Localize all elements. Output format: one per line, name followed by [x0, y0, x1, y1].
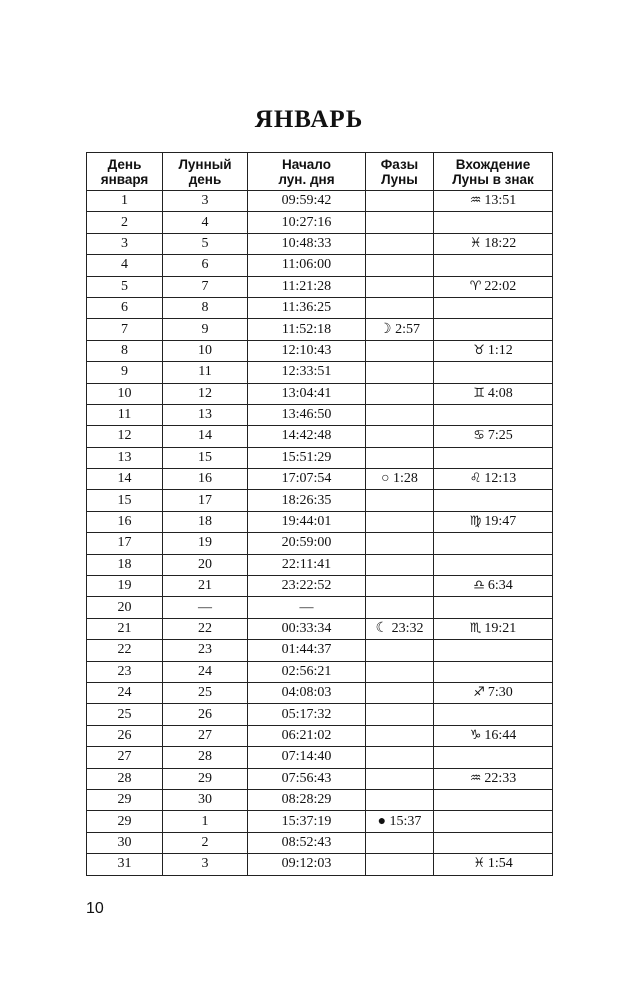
cell-zodiac-entry: [434, 297, 553, 318]
cell-moon-phase: [366, 640, 434, 661]
table-row: [87, 640, 553, 661]
zodiac-entry-time: 12:13: [484, 471, 517, 487]
cell-day: 27: [87, 747, 163, 768]
cell-lunar-day: 22: [163, 618, 248, 639]
zodiac-sign-icon: ♏: [469, 621, 482, 636]
cell-moon-phase: [366, 661, 434, 682]
zodiac-entry-time: 18:22: [484, 235, 517, 251]
cell-zodiac-entry: [434, 511, 553, 532]
table-row: [87, 511, 553, 532]
cell-day: 23: [87, 661, 163, 682]
table-row: [87, 576, 553, 597]
table-header-row: [87, 153, 553, 191]
cell-moon-phase: [366, 490, 434, 511]
table-row: [87, 404, 553, 425]
table-row: [87, 832, 553, 853]
cell-lunar-day: 2: [163, 832, 248, 853]
cell-moon-phase: [366, 533, 434, 554]
zodiac-entry-time: 7:30: [487, 685, 513, 701]
cell-day: 25: [87, 704, 163, 725]
cell-lunar-day: 11: [163, 362, 248, 383]
cell-lunar-day: 25: [163, 682, 248, 703]
cell-start-time: 18:26:35: [248, 490, 366, 511]
header-sign-line1: Вхождение: [455, 156, 531, 172]
table-row: [87, 340, 553, 361]
cell-zodiac-entry: [434, 426, 553, 447]
table-row: [87, 362, 553, 383]
cell-start-time: 15:37:19: [248, 811, 366, 832]
cell-lunar-day: 17: [163, 490, 248, 511]
table-body: [87, 191, 553, 876]
cell-zodiac-entry: [434, 276, 553, 297]
table-row: [87, 319, 553, 340]
table-row: [87, 191, 553, 212]
cell-moon-phase: [366, 682, 434, 703]
cell-lunar-day: 19: [163, 533, 248, 554]
zodiac-sign-icon: ♊: [473, 385, 485, 401]
cell-zodiac-entry: [434, 682, 553, 703]
cell-start-time: 11:21:28: [248, 276, 366, 297]
zodiac-entry-time: 7:25: [487, 428, 513, 444]
cell-day: 29: [87, 811, 163, 832]
zodiac-entry-time: 13:51: [484, 193, 517, 209]
cell-zodiac-entry: [434, 340, 553, 361]
table-row: [87, 768, 553, 789]
cell-moon-phase: [366, 854, 434, 875]
cell-start-time: 02:56:21: [248, 661, 366, 682]
cell-day: 30: [87, 832, 163, 853]
cell-day: 9: [87, 362, 163, 383]
cell-lunar-day: 20: [163, 554, 248, 575]
cell-moon-phase: [366, 576, 434, 597]
zodiac-entry-time: 1:12: [487, 342, 513, 358]
cell-moon-phase: [366, 832, 434, 853]
header-lunar-day: [163, 153, 248, 191]
cell-lunar-day: 16: [163, 469, 248, 490]
table-row: [87, 469, 553, 490]
cell-day: 13: [87, 447, 163, 468]
cell-zodiac-entry: [434, 490, 553, 511]
cell-lunar-day: 30: [163, 789, 248, 810]
cell-day: 31: [87, 854, 163, 875]
cell-day: 28: [87, 768, 163, 789]
page-title: ЯНВАРЬ: [254, 106, 364, 133]
cell-moon-phase: ● 15:37: [366, 811, 434, 832]
cell-start-time: 17:07:54: [248, 469, 366, 490]
cell-zodiac-entry: [434, 255, 553, 276]
cell-start-time: 10:48:33: [248, 233, 366, 254]
zodiac-sign-icon: ♌: [469, 471, 482, 487]
cell-day: 12: [87, 426, 163, 447]
cell-start-time: 08:52:43: [248, 832, 366, 853]
zodiac-sign-icon: ♓: [469, 235, 482, 251]
cell-lunar-day: 3: [163, 191, 248, 212]
cell-moon-phase: [366, 447, 434, 468]
cell-moon-phase: ☽ 2:57: [366, 319, 434, 340]
cell-day: 20: [87, 597, 163, 618]
zodiac-entry-time: 19:21: [484, 621, 517, 636]
cell-day: 24: [87, 682, 163, 703]
header-phase-line1: Фазы: [380, 156, 419, 172]
cell-moon-phase: [366, 362, 434, 383]
cell-day: 21: [87, 618, 163, 639]
cell-day: 15: [87, 490, 163, 511]
zodiac-sign-icon: ♉: [473, 342, 485, 358]
cell-zodiac-entry: [434, 661, 553, 682]
cell-lunar-day: 15: [163, 447, 248, 468]
header-day-line1: День: [107, 156, 142, 172]
cell-lunar-day: 26: [163, 704, 248, 725]
header-start-line1: Начало: [282, 156, 331, 172]
header-sign: [434, 153, 553, 191]
zodiac-entry-time: 6:34: [487, 578, 513, 594]
cell-moon-phase: [366, 212, 434, 233]
lunar-calendar-table: [86, 152, 553, 876]
zodiac-entry-time: 4:08: [487, 385, 513, 401]
cell-day: 18: [87, 554, 163, 575]
cell-day: 4: [87, 255, 163, 276]
cell-lunar-day: 8: [163, 297, 248, 318]
cell-lunar-day: 13: [163, 404, 248, 425]
cell-start-time: 19:44:01: [248, 511, 366, 532]
zodiac-sign-icon: ♎: [473, 578, 485, 594]
cell-start-time: 07:14:40: [248, 747, 366, 768]
cell-day: 16: [87, 511, 163, 532]
cell-zodiac-entry: [434, 789, 553, 810]
header-start: [248, 153, 366, 191]
cell-lunar-day: 6: [163, 255, 248, 276]
cell-day: 17: [87, 533, 163, 554]
cell-day: 14: [87, 469, 163, 490]
cell-moon-phase: [366, 191, 434, 212]
cell-lunar-day: —: [163, 597, 248, 618]
cell-lunar-day: 14: [163, 426, 248, 447]
cell-start-time: 05:17:32: [248, 704, 366, 725]
cell-moon-phase: [366, 704, 434, 725]
cell-moon-phase: ☾ 23:32: [366, 618, 434, 639]
zodiac-entry-time: 16:44: [484, 727, 517, 743]
cell-lunar-day: 5: [163, 233, 248, 254]
cell-moon-phase: [366, 747, 434, 768]
cell-zodiac-entry: [434, 319, 553, 340]
cell-day: 7: [87, 319, 163, 340]
cell-moon-phase: [366, 340, 434, 361]
cell-moon-phase: [366, 255, 434, 276]
cell-day: 5: [87, 276, 163, 297]
cell-moon-phase: [366, 554, 434, 575]
zodiac-sign-icon: ♓: [473, 856, 485, 872]
cell-zodiac-entry: [434, 811, 553, 832]
cell-start-time: 10:27:16: [248, 212, 366, 233]
cell-start-time: 12:33:51: [248, 362, 366, 383]
cell-zodiac-entry: [434, 747, 553, 768]
cell-start-time: 04:08:03: [248, 682, 366, 703]
table-row: [87, 811, 553, 832]
cell-start-time: 00:33:34: [248, 618, 366, 639]
cell-day: 3: [87, 233, 163, 254]
cell-day: 10: [87, 383, 163, 404]
table-row: [87, 789, 553, 810]
cell-zodiac-entry: [434, 233, 553, 254]
zodiac-sign-icon: ♒: [469, 193, 482, 209]
cell-moon-phase: [366, 404, 434, 425]
cell-lunar-day: 21: [163, 576, 248, 597]
cell-zodiac-entry: [434, 191, 553, 212]
cell-start-time: —: [248, 597, 366, 618]
cell-moon-phase: [366, 768, 434, 789]
cell-moon-phase: [366, 511, 434, 532]
cell-zodiac-entry: [434, 212, 553, 233]
zodiac-sign-icon: ♑: [469, 727, 482, 743]
cell-start-time: 11:52:18: [248, 319, 366, 340]
table-row: [87, 297, 553, 318]
cell-start-time: 15:51:29: [248, 447, 366, 468]
table-row: [87, 490, 553, 511]
cell-lunar-day: 9: [163, 319, 248, 340]
cell-lunar-day: 28: [163, 747, 248, 768]
zodiac-sign-icon: ♒: [469, 770, 482, 786]
table-row: [87, 854, 553, 875]
cell-start-time: 12:10:43: [248, 340, 366, 361]
cell-day: 8: [87, 340, 163, 361]
cell-start-time: 01:44:37: [248, 640, 366, 661]
cell-start-time: 20:59:00: [248, 533, 366, 554]
cell-start-time: 14:42:48: [248, 426, 366, 447]
cell-start-time: 11:06:00: [248, 255, 366, 276]
header-phase-line2: Луны: [381, 171, 418, 187]
header-lunar-line2: день: [188, 171, 222, 187]
cell-day: 6: [87, 297, 163, 318]
header-day: [87, 153, 163, 191]
table-row: [87, 618, 553, 639]
header-lunar-line1: Лунный: [178, 156, 232, 172]
cell-start-time: 06:21:02: [248, 725, 366, 746]
cell-day: 19: [87, 576, 163, 597]
cell-start-time: 09:12:03: [248, 854, 366, 875]
cell-zodiac-entry: [434, 618, 553, 639]
table-row: [87, 447, 553, 468]
table-row: [87, 533, 553, 554]
cell-day: 26: [87, 725, 163, 746]
cell-start-time: 08:28:29: [248, 789, 366, 810]
cell-start-time: 23:22:52: [248, 576, 366, 597]
cell-moon-phase: [366, 297, 434, 318]
cell-day: 22: [87, 640, 163, 661]
zodiac-sign-icon: ♐: [473, 685, 485, 701]
cell-lunar-day: 10: [163, 340, 248, 361]
cell-start-time: 22:11:41: [248, 554, 366, 575]
zodiac-entry-time: 1:54: [487, 856, 513, 872]
cell-start-time: 13:04:41: [248, 383, 366, 404]
cell-lunar-day: 23: [163, 640, 248, 661]
cell-lunar-day: 24: [163, 661, 248, 682]
zodiac-sign-icon: ♈: [469, 278, 482, 294]
cell-lunar-day: 4: [163, 212, 248, 233]
cell-lunar-day: 1: [163, 811, 248, 832]
zodiac-sign-icon: ♋: [473, 428, 485, 444]
cell-start-time: 13:46:50: [248, 404, 366, 425]
cell-zodiac-entry: [434, 832, 553, 853]
table-row: [87, 426, 553, 447]
cell-zodiac-entry: [434, 576, 553, 597]
cell-lunar-day: 29: [163, 768, 248, 789]
cell-lunar-day: 27: [163, 725, 248, 746]
cell-start-time: 07:56:43: [248, 768, 366, 789]
cell-zodiac-entry: [434, 554, 553, 575]
cell-day: 11: [87, 404, 163, 425]
table-row: [87, 704, 553, 725]
header-sign-line2: Луны в знак: [452, 171, 534, 187]
table-row: [87, 747, 553, 768]
cell-zodiac-entry: [434, 362, 553, 383]
cell-moon-phase: [366, 276, 434, 297]
cell-moon-phase: [366, 789, 434, 810]
cell-start-time: 09:59:42: [248, 191, 366, 212]
cell-zodiac-entry: [434, 597, 553, 618]
table-row: [87, 233, 553, 254]
table-row: [87, 383, 553, 404]
zodiac-sign-icon: ♍: [469, 514, 482, 530]
cell-zodiac-entry: [434, 704, 553, 725]
cell-zodiac-entry: [434, 404, 553, 425]
header-phase: [366, 153, 434, 191]
cell-zodiac-entry: [434, 768, 553, 789]
header-start-line2: лун. дня: [278, 171, 335, 187]
table-row: [87, 255, 553, 276]
zodiac-entry-time: 22:33: [484, 770, 517, 786]
cell-zodiac-entry: [434, 725, 553, 746]
cell-zodiac-entry: [434, 640, 553, 661]
table-row: [87, 725, 553, 746]
cell-day: 29: [87, 789, 163, 810]
cell-zodiac-entry: [434, 533, 553, 554]
table-row: [87, 212, 553, 233]
table-row: [87, 554, 553, 575]
table-row: [87, 682, 553, 703]
cell-moon-phase: [366, 725, 434, 746]
table-row: [87, 597, 553, 618]
cell-moon-phase: [366, 383, 434, 404]
table-row: [87, 661, 553, 682]
cell-lunar-day: 18: [163, 511, 248, 532]
cell-zodiac-entry: [434, 383, 553, 404]
cell-lunar-day: 12: [163, 383, 248, 404]
cell-moon-phase: ○ 1:28: [366, 469, 434, 490]
cell-lunar-day: 3: [163, 854, 248, 875]
zodiac-entry-time: 22:02: [484, 278, 517, 294]
cell-moon-phase: [366, 233, 434, 254]
zodiac-entry-time: 19:47: [484, 514, 517, 530]
cell-day: 1: [87, 191, 163, 212]
cell-zodiac-entry: [434, 447, 553, 468]
cell-zodiac-entry: [434, 469, 553, 490]
cell-moon-phase: [366, 426, 434, 447]
table-row: [87, 276, 553, 297]
page-number: 10: [86, 900, 104, 917]
cell-zodiac-entry: [434, 854, 553, 875]
cell-start-time: 11:36:25: [248, 297, 366, 318]
cell-day: 2: [87, 212, 163, 233]
cell-moon-phase: [366, 597, 434, 618]
header-day-line2: января: [100, 171, 149, 187]
cell-lunar-day: 7: [163, 276, 248, 297]
